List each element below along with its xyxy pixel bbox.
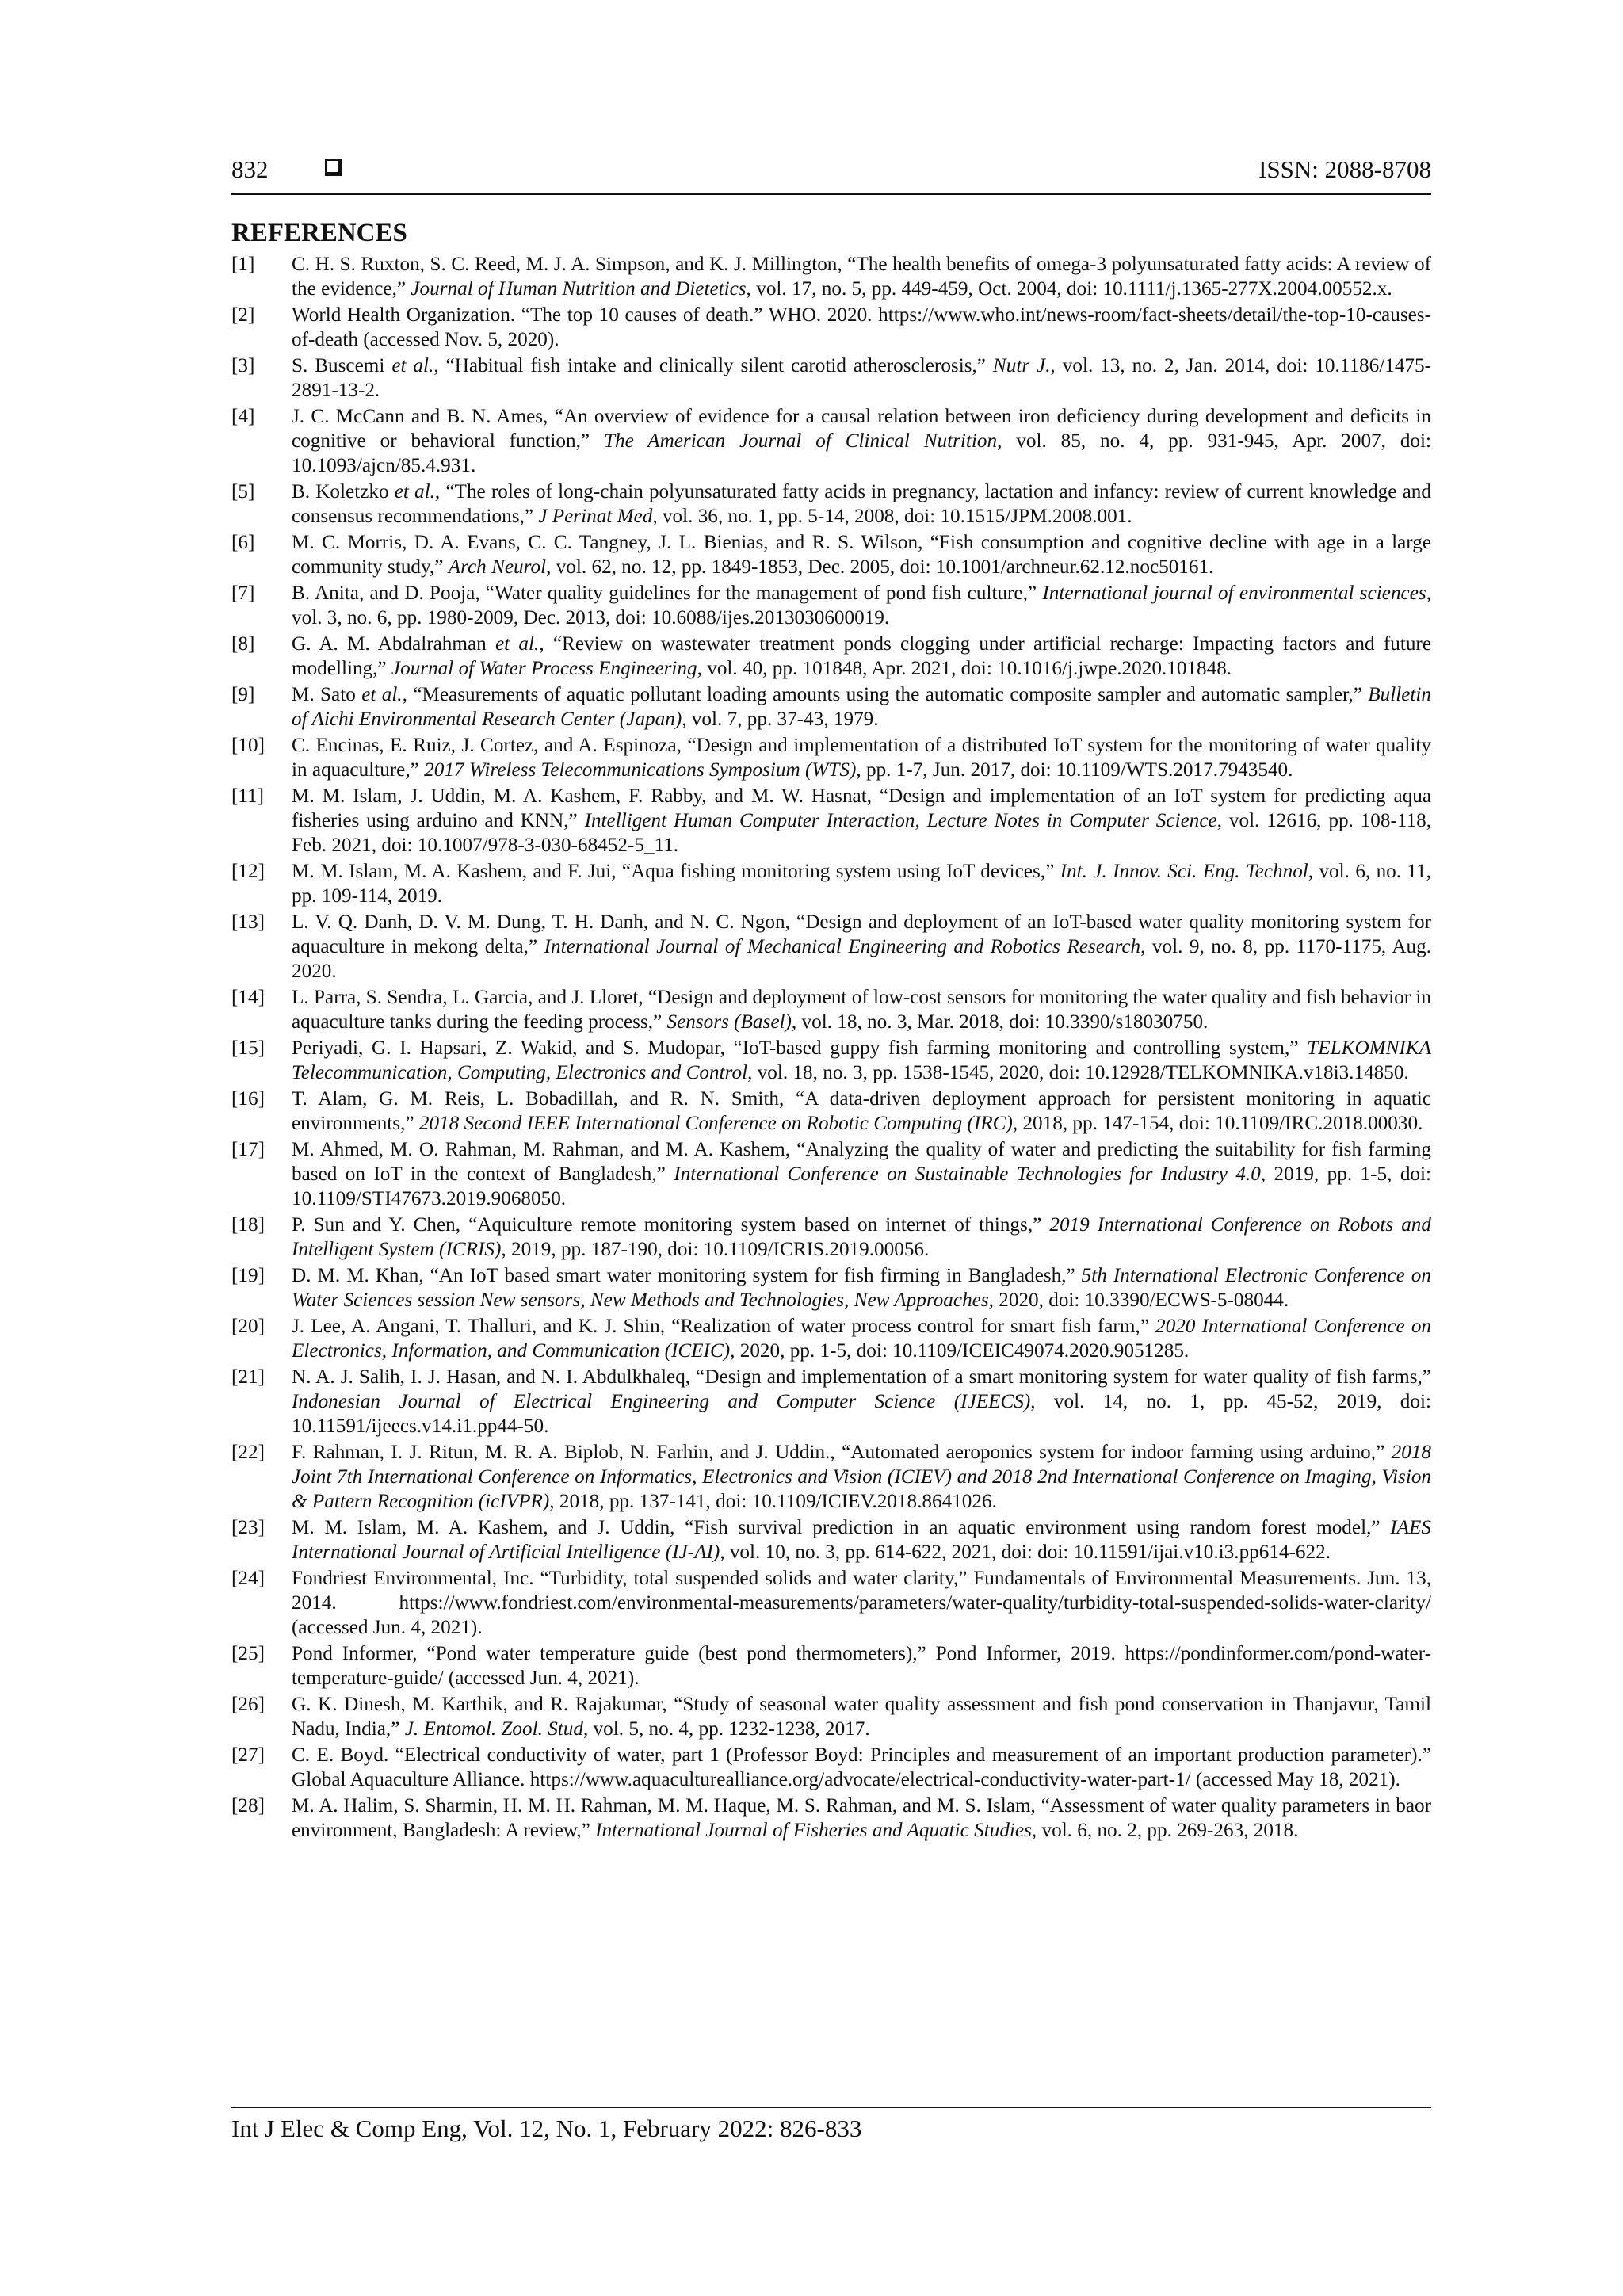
- reference-text: [292, 581, 1431, 630]
- reference-label: [7]: [231, 583, 255, 604]
- reference-text-segment: T. Alam, G. M. Reis, L. Bobadillah, and R. N. Smith, “A data-driven deployment approach for persistent monitoring in aquatic environments,”: [292, 1088, 1431, 1134]
- reference-text-segment: Fondriest Environmental, Inc. “Turbidity, total suspended solids and water clarity,” Fundamentals of Environmental Measurements. Jun. 13, 2014. https://www.fondriest.com/environmental-measurements/parameters/water-quality/turbidity-total-suspended-solids-water-clarity/ (accessed Jun. 4, 2021).: [292, 1568, 1431, 1638]
- reference-label: [27]: [231, 1744, 265, 1766]
- reference-source-italic: et al.,: [361, 684, 407, 705]
- footer-citation: Int J Elec & Comp Eng, Vol. 12, No. 1, February 2022: 826-833: [231, 2115, 862, 2142]
- reference-text: [292, 682, 1431, 732]
- reference-text-segment: J. Lee, A. Angani, T. Thalluri, and K. J. Shin, “Realization of water process control for smart fish farm,”: [292, 1316, 1156, 1337]
- reference-text-segment: , “Habitual fish intake and clinically silent carotid atherosclerosis,”: [433, 355, 993, 376]
- reference-text: [292, 530, 1431, 579]
- reference-source-italic: et al.,: [394, 481, 441, 502]
- reference-item: [231, 1641, 1431, 1690]
- reference-text: [292, 1314, 1431, 1363]
- reference-text-segment: M. Ahmed, M. O. Rahman, M. Rahman, and M. A. Kashem, “Analyzing the quality of water and predicting the suitability for fish farming based on IoT in the context of Bangladesh,”: [292, 1139, 1431, 1185]
- reference-label: [2]: [231, 304, 255, 326]
- reference-text-segment: vol. 10, no. 3, pp. 614-622, 2021, doi: doi: 10.11591/ijai.v10.i3.pp614-622.: [724, 1541, 1331, 1563]
- reference-source-italic: International Journal of Mechanical Engineering and Robotics Research: [544, 936, 1141, 957]
- reference-label: [16]: [231, 1088, 265, 1110]
- reference-text-segment: , vol. 9, no. 8, pp. 1170-1175, Aug. 2020.: [292, 936, 1431, 982]
- reference-text: [292, 252, 1431, 301]
- reference-source-italic: International Conference on Sustainable Technologies for Industry 4.0,: [674, 1163, 1266, 1185]
- reference-label: [14]: [231, 987, 265, 1008]
- reference-text-segment: L. Parra, S. Sendra, L. Garcia, and J. Lloret, “Design and deployment of low-cost sensors for monitoring the water quality and fish behavior in aquaculture tanks during the feeding process,”: [292, 987, 1431, 1033]
- reference-text-segment: C. Encinas, E. Ruiz, J. Cortez, and A. Espinoza, “Design and implementation of a distributed IoT system for the monitoring of water quality in aquaculture,”: [292, 735, 1431, 781]
- reference-text: [292, 479, 1431, 529]
- reference-item: [231, 859, 1431, 908]
- reference-label: [5]: [231, 481, 255, 502]
- reference-item: [231, 910, 1431, 984]
- reference-source-italic: Bulletin of Aichi Environmental Research Center (Japan),: [292, 684, 1431, 730]
- reference-text: [292, 303, 1431, 352]
- reference-label: [3]: [231, 355, 255, 376]
- reference-label: [17]: [231, 1139, 265, 1160]
- reference-label: [12]: [231, 861, 265, 882]
- reference-text-segment: , 2018, pp. 147-154, doi: 10.1109/IRC.2018.00030.: [1012, 1113, 1423, 1134]
- reference-item: [231, 581, 1431, 630]
- reference-label: [13]: [231, 911, 265, 933]
- reference-text-segment: , 2018, pp. 137-141, doi: 10.1109/ICIEV.2018.8641026.: [549, 1491, 997, 1512]
- reference-text-segment: C. E. Boyd. “Electrical conductivity of water, part 1 (Professor Boyd: Principles and measurement of an important production parameter).” Global Aquaculture Alliance. https://www.aquaculturealliance.org/advocate/electrical-conductivity-water-part-1/ (accessed May 18, 2021).: [292, 1744, 1431, 1790]
- page-number: 832: [231, 155, 269, 183]
- reference-source-italic: 2020 International Conference on Electronics, Information, and Communication (ICEIC): [292, 1316, 1432, 1362]
- reference-text: [292, 353, 1431, 403]
- reference-text-segment: J. C. McCann and B. N. Ames, “An overview of evidence for a causal relation between iron deficiency during development and deficits in cognitive or behavioral function,”: [292, 406, 1431, 452]
- reference-item: [231, 1087, 1431, 1136]
- reference-text-segment: 2020, doi: 10.3390/ECWS-5-08044.: [993, 1289, 1289, 1311]
- reference-text: [292, 985, 1431, 1034]
- reference-item: [231, 1743, 1431, 1792]
- reference-label: [15]: [231, 1037, 265, 1059]
- reference-text-segment: S. Buscemi: [292, 355, 392, 376]
- reference-label: [11]: [231, 785, 265, 807]
- reference-text-segment: M. M. Islam, J. Uddin, M. A. Kashem, F. Rabby, and M. W. Hasnat, “Design and implementation of an IoT system for predicting aqua fisheries using arduino and KNN,”: [292, 785, 1431, 831]
- reference-source-italic: et al.: [391, 355, 434, 376]
- reference-text: [292, 1743, 1431, 1792]
- reference-label: [19]: [231, 1265, 265, 1286]
- reference-source-italic: Sensors (Basel): [666, 1011, 792, 1033]
- reference-text-segment: , vol. 6, no. 11, pp. 109-114, 2019.: [292, 861, 1431, 907]
- reference-item: [231, 1440, 1431, 1514]
- reference-label: [20]: [231, 1316, 265, 1337]
- reference-text-segment: , vol. 3, no. 6, pp. 1980-2009, Dec. 2013, doi: 10.6088/ijes.2013030600019.: [292, 583, 1431, 628]
- reference-text: [292, 1794, 1431, 1843]
- reference-text-segment: M. A. Halim, S. Sharmin, H. M. H. Rahman, M. M. Haque, M. S. Rahman, and M. S. Islam, “Assessment of water quality parameters in baor environment, Bangladesh: A review,”: [292, 1795, 1431, 1841]
- reference-text-segment: , 2020, pp. 1-5, doi: 10.1109/ICEIC49074.2020.9051285.: [730, 1340, 1190, 1362]
- reference-text: [292, 1137, 1431, 1211]
- reference-source-italic: et al.: [495, 633, 540, 655]
- reference-text-segment: , pp. 1-7, Jun. 2017, doi: 10.1109/WTS.2017.7943540.: [856, 759, 1293, 781]
- reference-text-segment: , vol. 18, no. 3, Mar. 2018, doi: 10.3390/s18030750.: [791, 1011, 1209, 1033]
- reference-text-segment: , vol. 36, no. 1, pp. 5-14, 2008, doi: 10.1515/JPM.2008.001.: [652, 506, 1132, 527]
- reference-source-italic: International Journal of Fisheries and Aquatic Studies: [595, 1820, 1032, 1841]
- header-rule: [231, 193, 1431, 195]
- reference-text-segment: Pond Informer, “Pond water temperature guide (best pond thermometers),” Pond Informer, 2019. https://pondinformer.com/pond-water-temperature-guide/ (accessed Jun. 4, 2021).: [292, 1643, 1431, 1689]
- reference-text-segment: P. Sun and Y. Chen, “Aquiculture remote monitoring system based on internet of things,”: [292, 1214, 1050, 1236]
- reference-label: [22]: [231, 1442, 265, 1463]
- reference-label: [26]: [231, 1694, 265, 1715]
- reference-text-segment: G. K. Dinesh, M. Karthik, and R. Rajakumar, “Study of seasonal water quality assessment and fish pond conservation in Thanjavur, Tamil Nadu, India,”: [292, 1694, 1431, 1740]
- reference-item: [231, 682, 1431, 732]
- reference-source-italic: International journal of environmental sciences: [1042, 583, 1426, 604]
- section-title: REFERENCES: [231, 219, 407, 247]
- reference-text: [292, 1213, 1431, 1262]
- page-header: [231, 155, 1431, 192]
- reference-text: [292, 1641, 1431, 1690]
- reference-source-italic: Nutr J.: [992, 355, 1051, 376]
- reference-item: [231, 1213, 1431, 1262]
- reference-text-segment: , vol. 12616, pp. 108-118, Feb. 2021, doi: 10.1007/978-3-030-68452-5_11.: [292, 810, 1432, 856]
- reference-item: [231, 1036, 1431, 1085]
- reference-label: [8]: [231, 633, 255, 655]
- reference-text: [292, 1440, 1431, 1514]
- reference-text: [292, 1692, 1431, 1741]
- reference-label: [1]: [231, 254, 255, 275]
- reference-label: [24]: [231, 1568, 265, 1589]
- reference-label: [21]: [231, 1366, 265, 1388]
- reference-item: [231, 353, 1431, 403]
- reference-source-italic: Journal of Human Nutrition and Dietetics: [411, 278, 747, 300]
- reference-label: [6]: [231, 532, 255, 553]
- reference-text-segment: B. Anita, and D. Pooja, “Water quality guidelines for the management of pond fish culture,”: [292, 583, 1043, 604]
- reference-text-segment: , vol. 14, no. 1, pp. 45-52, 2019, doi: 10.11591/ijeecs.v14.i1.pp44-50.: [292, 1391, 1431, 1437]
- reference-source-italic: Intelligent Human Computer Interaction, Lecture Notes in Computer Science: [584, 810, 1217, 831]
- reference-label: [4]: [231, 406, 255, 427]
- reference-item: [231, 1137, 1431, 1211]
- reference-text-segment: C. H. S. Ruxton, S. C. Reed, M. J. A. Simpson, and K. J. Millington, “The health benefits of omega-3 polyunsaturated fatty acids: A review of the evidence,”: [292, 254, 1431, 300]
- reference-text-segment: , vol. 5, no. 4, pp. 1232-1238, 2017.: [582, 1718, 870, 1740]
- reference-text: [292, 1365, 1431, 1438]
- reference-source-italic: 2017 Wireless Telecommunications Symposium (WTS): [424, 759, 857, 781]
- reference-text-segment: , vol. 6, no. 2, pp. 269-263, 2018.: [1031, 1820, 1299, 1841]
- reference-text-segment: D. M. M. Khan, “An IoT based smart water monitoring system for fish firming in Bangladesh,”: [292, 1265, 1082, 1286]
- reference-text-segment: Periyadi, G. I. Hapsari, Z. Wakid, and S. Mudopar, “IoT-based guppy fish farming monitoring and controlling system,”: [292, 1037, 1308, 1059]
- reference-item: [231, 1314, 1431, 1363]
- reference-text-segment: M. M. Islam, M. A. Kashem, and F. Jui, “Aqua fishing monitoring system using IoT devices,”: [292, 861, 1060, 882]
- reference-text: [292, 733, 1431, 782]
- reference-text: [292, 784, 1431, 858]
- reference-text-segment: M. M. Islam, M. A. Kashem, and J. Uddin, “Fish survival prediction in an aquatic environment using random forest model,”: [292, 1517, 1391, 1538]
- reference-label: [28]: [231, 1795, 265, 1817]
- reference-text: [292, 1036, 1431, 1085]
- reference-text-segment: World Health Organization. “The top 10 causes of death.” WHO. 2020. https://www.who.int/news-room/fact-sheets/detail/the-top-10-causes-of-death (accessed Nov. 5, 2020).: [292, 304, 1431, 350]
- reference-label: [10]: [231, 735, 265, 756]
- reference-source-italic: J. Entomol. Zool. Stud: [404, 1718, 583, 1740]
- reference-text-segment: , vol. 85, no. 4, pp. 931-945, Apr. 2007, doi: 10.1093/ajcn/85.4.931.: [292, 430, 1431, 476]
- reference-source-italic: J Perinat Med: [538, 506, 653, 527]
- reference-label: [25]: [231, 1643, 265, 1664]
- reference-text-segment: , vol. 13, no. 2, Jan. 2014, doi: 10.1186/1475-2891-13-2.: [292, 355, 1431, 401]
- reference-text: [292, 859, 1431, 908]
- reference-source-italic: IAES International Journal of Artificial Intelligence (IJ-AI),: [292, 1517, 1431, 1563]
- reference-source-italic: Int. J. Innov. Sci. Eng. Technol: [1060, 861, 1308, 882]
- reference-item: [231, 1566, 1431, 1640]
- reference-label: [18]: [231, 1214, 265, 1236]
- reference-source-italic: Journal of Water Process Engineering: [391, 658, 697, 679]
- reference-text-segment: , vol. 40, pp. 101848, Apr. 2021, doi: 10.1016/j.jwpe.2020.101848.: [697, 658, 1232, 679]
- reference-source-italic: Arch Neurol: [448, 556, 547, 578]
- reference-text-segment: 2019, pp. 1-5, doi: 10.1109/STI47673.2019.9068050.: [292, 1163, 1432, 1209]
- square-bullet-icon: [325, 159, 342, 176]
- issn-label: ISSN: 2088-8708: [1258, 155, 1431, 183]
- reference-item: [231, 1515, 1431, 1564]
- reference-item: [231, 1365, 1431, 1438]
- reference-text: [292, 1087, 1431, 1136]
- reference-text: [292, 1566, 1431, 1640]
- reference-source-italic: Indonesian Journal of Electrical Engineering and Computer Science (IJEECS): [292, 1391, 1031, 1412]
- reference-text: [292, 632, 1431, 681]
- reference-text-segment: L. V. Q. Danh, D. V. M. Dung, T. H. Danh, and N. C. Ngon, “Design and deployment of an IoT-based water quality monitoring system for aquaculture in mekong delta,”: [292, 911, 1431, 957]
- footer-rule: [231, 2107, 1431, 2108]
- reference-list: [231, 252, 1431, 1844]
- reference-text-segment: , vol. 62, no. 12, pp. 1849-1853, Dec. 2005, doi: 10.1001/archneur.62.12.noc50161.: [546, 556, 1214, 578]
- reference-item: [231, 733, 1431, 782]
- reference-item: [231, 1692, 1431, 1741]
- reference-source-italic: 2018 Joint 7th International Conference on Informatics, Electronics and Vision (ICIEV) and 2018 2nd International Conference on Imaging, Vision & Pattern Recognition (icIVPR): [292, 1442, 1431, 1512]
- reference-label: [23]: [231, 1517, 265, 1538]
- reference-source-italic: The American Journal of Clinical Nutrition: [603, 430, 998, 452]
- reference-text-segment: M. C. Morris, D. A. Evans, C. C. Tangney, J. L. Bienias, and R. S. Wilson, “Fish consumption and cognitive decline with age in a large community study,”: [292, 532, 1431, 578]
- reference-source-italic: 2019 International Conference on Robots and Intelligent System (ICRIS): [292, 1214, 1431, 1260]
- reference-text: [292, 1515, 1431, 1564]
- reference-text-segment: vol. 18, no. 3, pp. 1538-1545, 2020, doi: 10.12928/TELKOMNIKA.v18i3.14850.: [752, 1062, 1409, 1083]
- reference-item: [231, 1794, 1431, 1843]
- reference-item: [231, 1263, 1431, 1312]
- reference-item: [231, 479, 1431, 529]
- reference-item: [231, 784, 1431, 858]
- reference-item: [231, 252, 1431, 301]
- reference-item: [231, 404, 1431, 478]
- reference-text-segment: M. Sato: [292, 684, 362, 705]
- reference-item: [231, 632, 1431, 681]
- reference-text-segment: vol. 7, pp. 37-43, 1979.: [686, 709, 879, 730]
- reference-source-italic: 5th International Electronic Conference on Water Sciences session New sensors, New Methods and Technologies, New Approaches,: [292, 1265, 1431, 1311]
- reference-text-segment: “The roles of long-chain polyunsaturated fatty acids in pregnancy, lactation and infancy: review of current knowledge and consensus recommendations,”: [292, 481, 1431, 527]
- reference-text: [292, 404, 1431, 478]
- reference-text-segment: , vol. 17, no. 5, pp. 449-459, Oct. 2004, doi: 10.1111/j.1365-277X.2004.00552.x.: [746, 278, 1392, 300]
- reference-source-italic: 2018 Second IEEE International Conference on Robotic Computing (IRC): [418, 1113, 1013, 1134]
- reference-label: [9]: [231, 684, 255, 705]
- reference-text-segment: , “Review on wastewater treatment ponds clogging under artificial recharge: Impacting factors and future modelling,”: [292, 633, 1431, 679]
- reference-text-segment: “Measurements of aquatic pollutant loading amounts using the automatic composite sampler and automatic sampler,”: [407, 684, 1369, 705]
- reference-text-segment: B. Koletzko: [292, 481, 395, 502]
- reference-item: [231, 530, 1431, 579]
- reference-text-segment: , 2019, pp. 187-190, doi: 10.1109/ICRIS.2019.00056.: [501, 1239, 930, 1260]
- reference-text: [292, 910, 1431, 984]
- reference-text-segment: N. A. J. Salih, I. J. Hasan, and N. I. Abdulkhaleq, “Design and implementation of a smart monitoring system for water quality of fish farms,”: [292, 1366, 1431, 1388]
- reference-text-segment: F. Rahman, I. J. Ritun, M. R. A. Biplob, N. Farhin, and J. Uddin., “Automated aeroponics system for indoor farming using arduino,”: [292, 1442, 1392, 1463]
- reference-text: [292, 1263, 1431, 1312]
- reference-text-segment: G. A. M. Abdalrahman: [292, 633, 495, 655]
- reference-source-italic: TELKOMNIKA Telecommunication, Computing, Electronics and Control,: [292, 1037, 1431, 1083]
- reference-item: [231, 985, 1431, 1034]
- reference-item: [231, 303, 1431, 352]
